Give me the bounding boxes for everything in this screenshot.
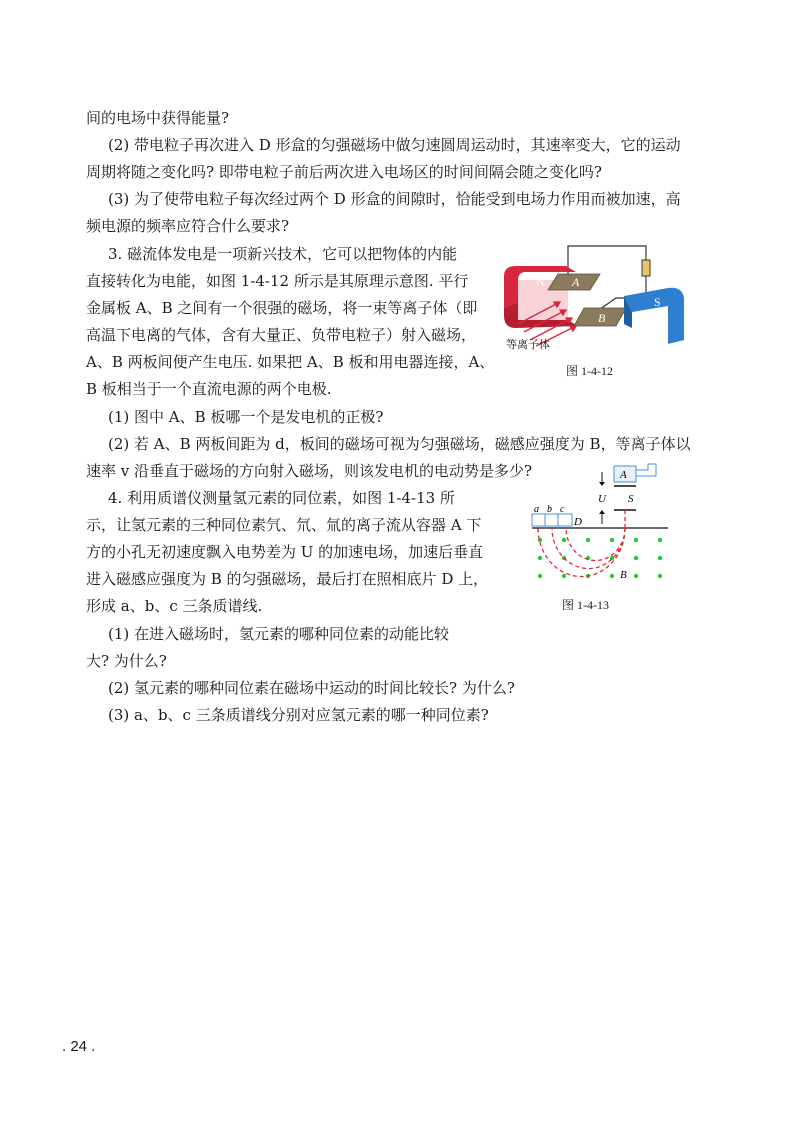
- figure-caption: 图 1-4-13: [562, 598, 609, 612]
- figure-mass-spectrometer: [528, 462, 678, 592]
- text-line: 金属板 A、B 之间有一个很强的磁场，将一束等离子体（即: [86, 299, 478, 317]
- label-b: B: [598, 311, 606, 325]
- text-line: (1) 图中 A、B 板哪一个是发电机的正极?: [108, 408, 384, 426]
- label-s: S: [654, 295, 661, 309]
- text-line: (3) a、b、c 三条质谱线分别对应氢元素的哪一种同位素?: [108, 706, 489, 724]
- label-a: A: [572, 275, 580, 289]
- label-a: a: [534, 504, 539, 515]
- text-line: 形成 a、b、c 三条质谱线.: [86, 597, 263, 615]
- text-line: 示，让氢元素的三种同位素氕、氘、氚的离子流从容器 A 下: [86, 516, 482, 534]
- text-line: (2) 若 A、B 两板间距为 d，板间的磁场可视为匀强磁场，磁感应强度为 B，等离子体以: [108, 435, 691, 453]
- figure-caption: 图 1-4-12: [566, 364, 613, 378]
- text-line: A、B 两板间便产生电压. 如果把 A、B 板和用电器连接，A、: [86, 353, 495, 371]
- text-line: 进入磁感应强度为 B 的匀强磁场，最后打在照相底片 D 上，: [86, 570, 489, 588]
- page-number: . 24 .: [62, 1038, 96, 1055]
- label-s: S: [628, 493, 634, 505]
- text-line: 直接转化为电能，如图 1-4-12 所示是其原理示意图. 平行: [86, 272, 469, 290]
- text-line: 速率 v 沿垂直于磁场的方向射入磁场，则该发电机的电动势是多少?: [86, 462, 533, 480]
- text-line: (2) 带电粒子再次进入 D 形盒的匀强磁场中做匀速圆周运动时，其速率变大，它的运动: [108, 136, 681, 154]
- text-line: 3. 磁流体发电是一项新兴技术，它可以把物体的内能: [108, 245, 458, 263]
- text-line: (2) 氢元素的哪种同位素在磁场中运动的时间比较长? 为什么?: [108, 679, 515, 697]
- text-line: 方的小孔无初速度飘入电势差为 U 的加速电场，加速后垂直: [86, 543, 484, 561]
- text-line: (1) 在进入磁场时，氢元素的哪种同位素的动能比较: [108, 625, 450, 643]
- text-line: 大? 为什么?: [86, 652, 167, 670]
- text-line: 高温下电离的气体，含有大量正、负带电粒子）射入磁场，: [86, 326, 477, 344]
- label-d: D: [574, 516, 582, 528]
- label-b: b: [547, 504, 552, 515]
- figure-mhd-generator: [496, 236, 696, 356]
- label-n: N: [536, 275, 545, 289]
- text-line: 频电源的频率应符合什么要求?: [86, 217, 290, 235]
- label-field-b: B: [620, 569, 627, 581]
- text-line: 4. 利用质谱仪测量氢元素的同位素，如图 1-4-13 所: [108, 489, 455, 507]
- text-line: B 板相当于一个直流电源的两个电极.: [86, 380, 332, 398]
- text-line: 间的电场中获得能量?: [86, 109, 230, 127]
- text-line: (3) 为了使带电粒子每次经过两个 D 形盒的间隙时，恰能受到电场力作用而被加速，高: [108, 190, 681, 208]
- label-a-box: A: [620, 469, 627, 481]
- label-u: U: [598, 493, 606, 505]
- text-line: 周期将随之变化吗? 即带电粒子前后两次进入电场区的时间间隔会随之变化吗?: [86, 163, 602, 181]
- label-plasma: 等离子体: [506, 339, 550, 351]
- label-c: c: [560, 504, 565, 515]
